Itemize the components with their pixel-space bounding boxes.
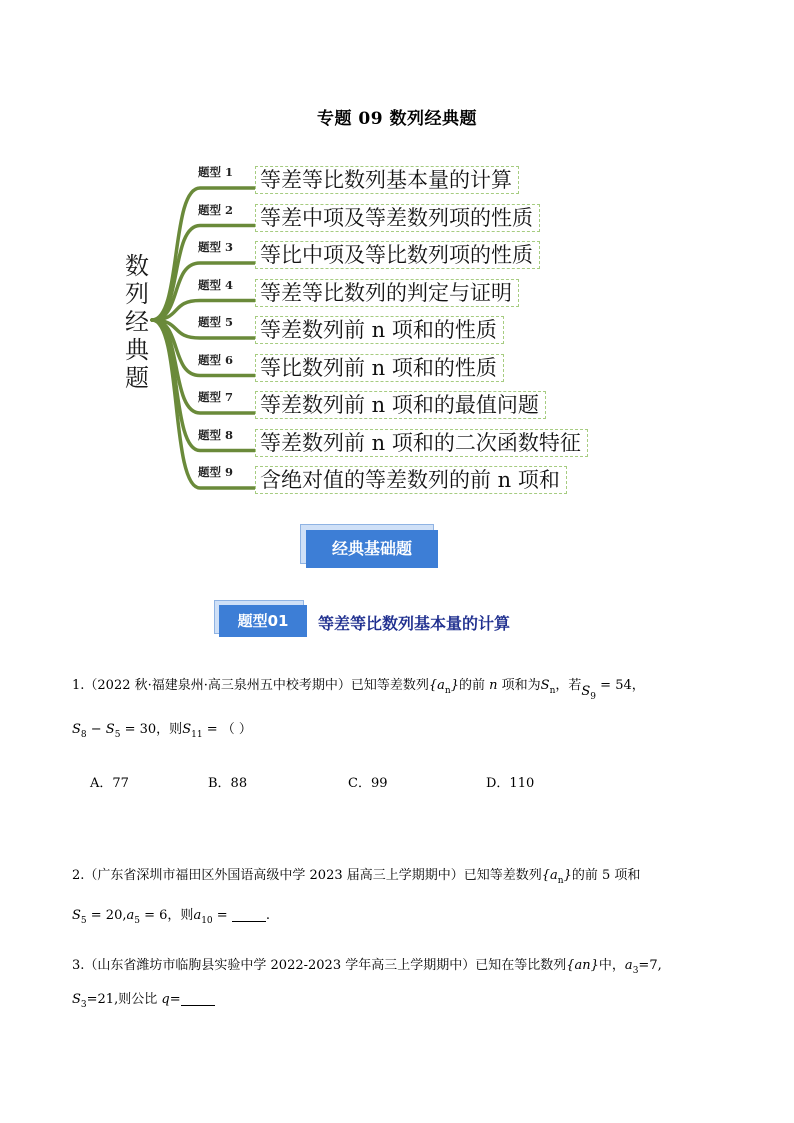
q1-text-mid: 的前 bbox=[459, 678, 486, 693]
mindmap-topic-box: 等比中项及等比数列项的性质 bbox=[255, 241, 540, 269]
q1-s8-s5: $S_8 - S_5$ bbox=[72, 722, 121, 740]
mindmap-topic-box: 等比数列前 n 项和的性质 bbox=[255, 354, 504, 382]
q1-eq2: = 30 bbox=[124, 722, 157, 737]
section-badge bbox=[300, 524, 442, 570]
mindmap-topic-box: 等差数列前 n 项和的最值问题 bbox=[255, 391, 546, 419]
q2-a10: $a_{10}$ bbox=[193, 908, 213, 926]
mindmap-topic-box: 等差数列前 n 项和的二次函数特征 bbox=[255, 429, 588, 457]
q2-tail: 的前 5 项和 bbox=[571, 868, 641, 883]
mindmap-branch-label: 题型 3 bbox=[198, 240, 234, 254]
mindmap-branch-label: 题型 6 bbox=[198, 352, 234, 367]
mindmap-branch-label: 题型 9 bbox=[198, 465, 234, 479]
question-2-line-2: $S_5 = 20,a_5 = 6$，则$a_{10}$ = . bbox=[72, 908, 270, 926]
q2-s5: $S_5$ bbox=[72, 908, 87, 926]
q1-s11: $S_{11}$ bbox=[182, 722, 203, 740]
q1-ask: ，则 bbox=[156, 722, 183, 737]
question-2-source: 2.（广东省深圳市福田区外国语高级中学 2023 届高三上学期期中）已知等差数列 bbox=[72, 868, 542, 883]
mindmap-topic-box: 含绝对值的等差数列的前 n 项和 bbox=[255, 466, 567, 494]
mindmap-branch-label: 题型 8 bbox=[198, 427, 234, 442]
question-2-line-1 bbox=[72, 866, 640, 891]
q2-end: . bbox=[265, 908, 270, 923]
q1-eq1: = 54 bbox=[600, 678, 632, 693]
question-3-line-1 bbox=[72, 956, 662, 981]
question-3-source: 3.（山东省潍坊市临朐县实验中学 2022-2023 学年高三上学期期中）已知在等比数列 bbox=[72, 958, 567, 973]
q1-option-c: C．99 bbox=[348, 776, 388, 791]
mindmap-branch-label: 题型 1 bbox=[198, 165, 234, 179]
mindmap-branch-label: 题型 7 bbox=[198, 390, 234, 404]
q3-mid: 中， bbox=[598, 958, 625, 973]
q2-ask: ，则 bbox=[167, 908, 194, 923]
mindmap-topic-box: 等差数列前 n 项和的性质 bbox=[255, 316, 504, 344]
q2-answer-blank bbox=[232, 907, 266, 922]
q3-a3: $a_3$ bbox=[624, 958, 639, 976]
q2-eq: = 20, bbox=[90, 908, 127, 923]
q3-s3-value: =21, bbox=[86, 992, 119, 1007]
q1-option-a: A．77 bbox=[90, 776, 129, 791]
q3-a3-value: =7, bbox=[638, 958, 662, 973]
question-1-line-1: 1.（2022 秋·福建泉州·高三泉州五中校考期中）已知等差数列$\{a_n\}$的前 n 项和为$S_n$，若$S_9 = 54$， bbox=[72, 678, 645, 702]
q1-option-d: D．110 bbox=[486, 776, 535, 791]
q1-answer-paren: = （ ） bbox=[206, 722, 252, 737]
q3-sequence: {an} bbox=[566, 958, 599, 973]
q3-s3: $S_3$ bbox=[72, 992, 87, 1010]
q2-sequence: $\{a_n\}$ bbox=[541, 868, 572, 886]
q1-option-b: B．88 bbox=[208, 776, 248, 791]
topic1-badge bbox=[214, 600, 310, 640]
q1-text-mid2: 项和为 bbox=[501, 678, 541, 693]
page-title: 专题 09 数列经典题 bbox=[317, 109, 477, 129]
mindmap-branch-label: 题型 5 bbox=[198, 315, 234, 329]
mindmap-root-label: 数列经典题 bbox=[125, 252, 149, 392]
q1-cond: ，若 bbox=[555, 678, 582, 693]
question-1-line-2 bbox=[72, 720, 252, 745]
q2-a5: $a_5$ bbox=[126, 908, 140, 926]
mindmap-branch-label: 题型 2 bbox=[198, 202, 234, 217]
mindmap-branch-label: 题型 4 bbox=[198, 277, 234, 292]
q3-answer-blank bbox=[181, 991, 215, 1006]
mindmap-topic-box: 等差中项及等差数列项的性质 bbox=[255, 204, 540, 232]
topic1-badge-label: 题型01 bbox=[219, 605, 307, 637]
topic1-title: 等差等比数列基本量的计算 bbox=[318, 614, 511, 633]
section-badge-label: 经典基础题 bbox=[306, 530, 438, 568]
q3-ask: 则公比 bbox=[118, 992, 158, 1007]
q2-eq2: = 6 bbox=[144, 908, 168, 923]
mindmap-topic-box: 等差等比数列的判定与证明 bbox=[255, 279, 519, 307]
q1-s9: $S_9$ bbox=[581, 684, 597, 702]
mindmap-topic-box: 等差等比数列基本量的计算 bbox=[255, 166, 519, 194]
q1-sn: $S_n$ bbox=[540, 678, 556, 696]
question-3-line-2: $S_3=21$,则公比 q= bbox=[72, 990, 215, 1015]
question-1-source: 1.（2022 秋·福建泉州·高三泉州五中校考期中）已知等差数列 bbox=[72, 678, 429, 693]
q1-sequence: $\{a_n\}$ bbox=[428, 678, 459, 696]
